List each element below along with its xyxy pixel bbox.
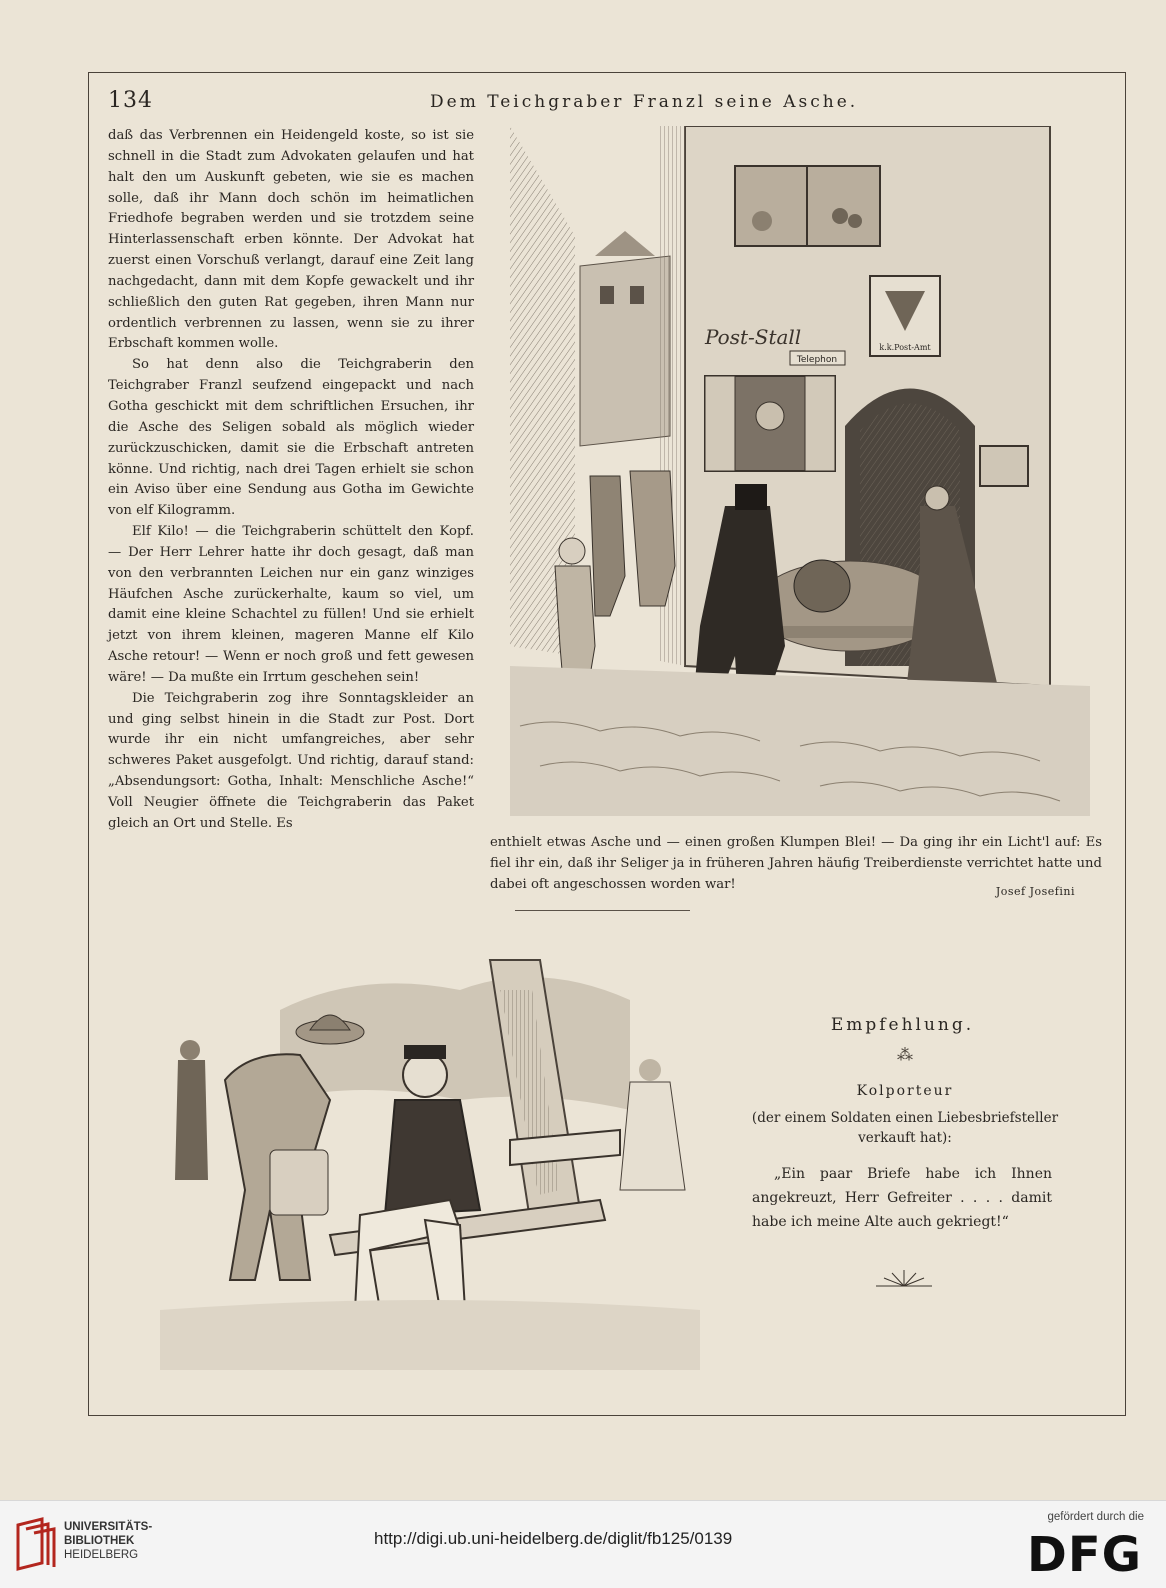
- library-name-line3: HEIDELBERG: [64, 1549, 139, 1561]
- story-author: Josef Josefini: [995, 885, 1075, 898]
- university-library-logo-icon[interactable]: [12, 1515, 56, 1573]
- telephon-sign: Telephon: [796, 355, 838, 365]
- asterism-ornament: ⁂: [897, 1045, 913, 1064]
- viewer-footer: [0, 1500, 1166, 1588]
- library-name-line2: BIBLIOTHEK: [64, 1535, 135, 1547]
- joke-quote-text: „Ein paar Briefe habe ich Ihnen angekreuzt, Herr Gefreiter . . . . damit habe ich meine Alte auch gekriegt!“: [752, 1166, 1052, 1230]
- story-column: [108, 126, 474, 835]
- story-paragraph-3: Elf Kilo! — die Teichgraberin schüttelt den Kopf. — Der Herr Lehrer hatte ihr doch gesagt, daß man von den verbrannten Leichen nur ein ganz winziges Häufchen Asche zurückerhalte, kaum so viel, um damit eine kleine Schachtel zu füllen! Und sie erhielt jetzt von ihrem kleinen, mageren Manne elf Kilo Asche retour! — Wenn er noch groß und fett gewesen wäre! — Da mußte ein Irrtum geschehen sein!: [108, 524, 474, 685]
- joke-speaker: Kolporteur: [856, 1083, 954, 1099]
- joke-quote: [752, 1162, 1052, 1234]
- peddler-soldier-illustration: [160, 950, 700, 1370]
- story-paragraph-4: Die Teichgraberin zog ihre Sonntagskleider an und ging selbst hinein in die Stadt zur Post. Dort wurde ihr ein nicht umfangreiches, aber sehr schweres Paket ausgefolgt. Und richtig, darauf stand: „Absendungsort: Gotha, Inhalt: Menschliche Asche!“ Voll Neugier öffnete die Teichgraberin das Paket gleich an Ort und Stelle. Es: [108, 690, 474, 831]
- library-name-line1: UNIVERSITÄTS-: [64, 1521, 153, 1533]
- permalink-url[interactable]: http://digi.ub.uni-heidelberg.de/diglit/fb125/0139: [374, 1529, 733, 1548]
- joke-stage-direction: (der einem Soldaten einen Liebesbriefsteller verkauft hat):: [751, 1110, 1059, 1146]
- funded-by-label: gefördert durch die: [1047, 1511, 1144, 1523]
- story-paragraph-2: So hat denn also die Teichgraberin den Teichgraber Franzl seufzend eingepackt und nach Gotha geschickt mit dem schriftlichen Ersuchen, ihr die Asche des Seligen sobald als möglich wieder zurückzuschicken, damit sie die Erbschaft antreten könne. Und richtig, nach drei Tagen erhielt sie schon ein Aviso über eine Sendung aus Gotha im Gewichte von elf Kilogramm.: [108, 357, 474, 519]
- dfg-logo[interactable]: DFG: [1026, 1527, 1142, 1583]
- post-stall-sign: Post-Stall: [705, 325, 802, 349]
- library-name[interactable]: [64, 1520, 152, 1562]
- story-continuation: enthielt etwas Asche und — einen großen Klumpen Blei! — Da ging ihr ein Licht'l auf: Es fiel ihr ein, daß ihr Seliger ja in früheren Jahren häufig Treiberdienste verrichtet hatte und dabei oft angeschossen worden war!: [490, 835, 1102, 892]
- post-office-drawing: [500, 126, 1100, 816]
- running-title: Dem Teichgraber Franzl seine Asche.: [430, 92, 859, 112]
- story-paragraph-1: daß das Verbrennen ein Heidengeld koste, so ist sie schnell in die Stadt zum Advokaten gelaufen und hat halt den um Auskunft gebeten, wie sie es machen solle, daß ihr Mann doch schön im heimatlichen Friedhofe begraben werden und sie trotzdem seine Hinterlassenschaft erben könnte. Der Advokat hat zuerst einen Vorschuß verlangt, darauf eine Zeit lang nachgedacht, dann mit dem Kopfe gewackelt und ihr schließlich den guten Rat gegeben, ihren Mann nur ordentlich verbrennen zu lassen, wenn sie zu ihrer Erbschaft kommen wolle.: [108, 128, 474, 352]
- post-board-sign: k.k.Post-Amt: [879, 343, 931, 352]
- page-number: 134: [108, 88, 153, 113]
- peddler-soldier-drawing: [160, 950, 700, 1370]
- section-divider: [515, 910, 690, 911]
- joke-title: Empfehlung.: [830, 1015, 975, 1035]
- post-office-illustration: [500, 126, 1100, 816]
- end-ornament-icon: [872, 1268, 936, 1290]
